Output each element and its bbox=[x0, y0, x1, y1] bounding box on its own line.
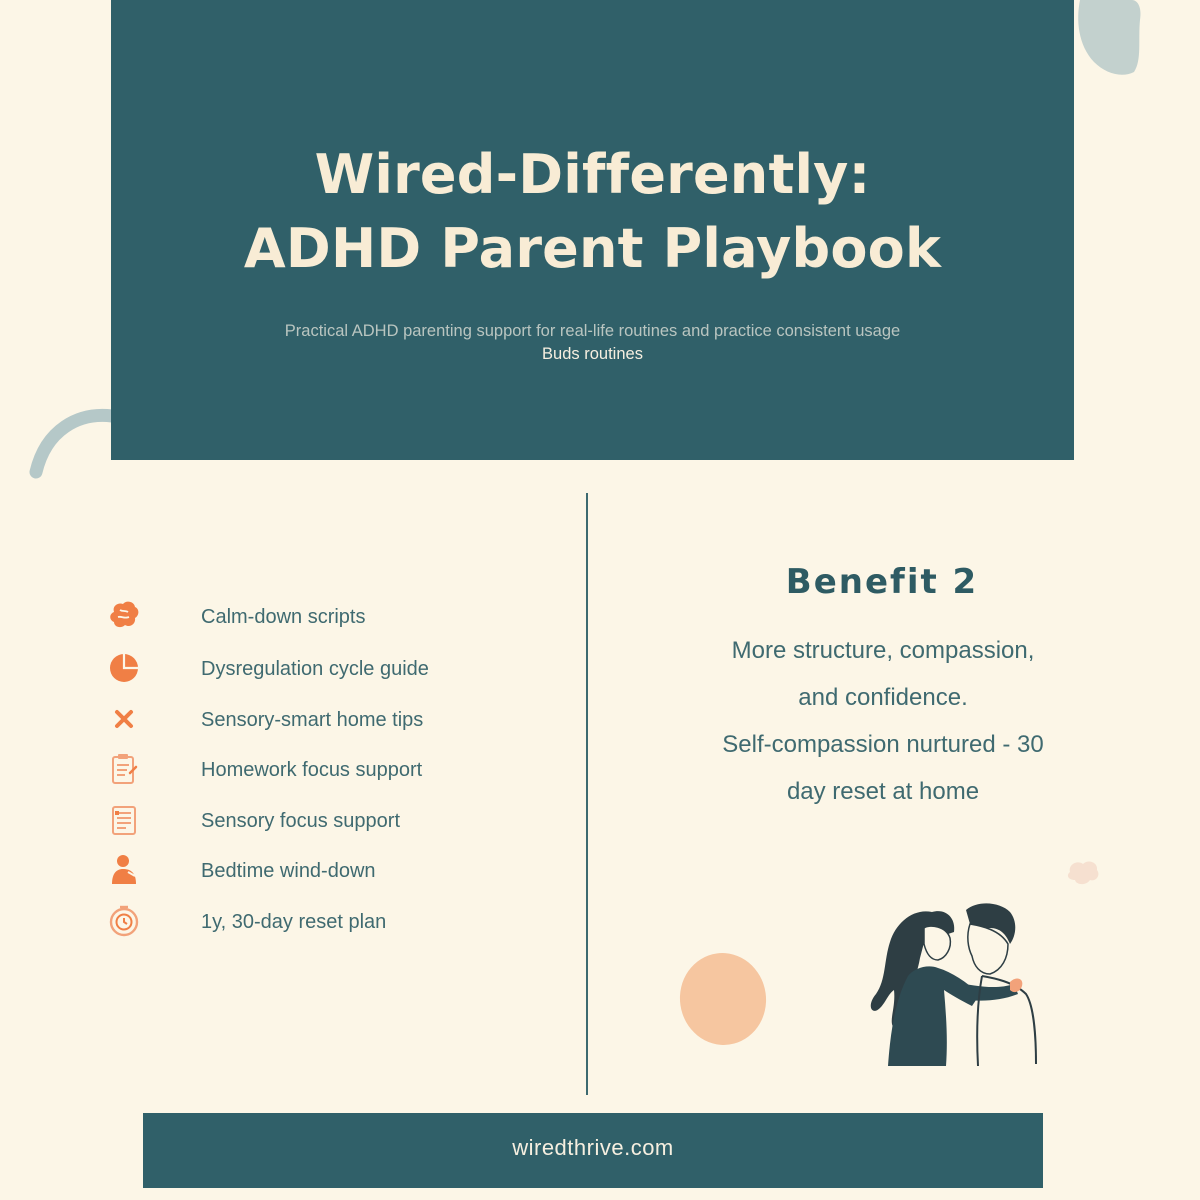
peach-blob-decoration bbox=[674, 947, 772, 1050]
footer-bar bbox=[143, 1113, 1043, 1188]
brush-stroke-decoration bbox=[1072, 0, 1142, 80]
cross-icon bbox=[106, 701, 142, 737]
benefit-description bbox=[640, 627, 1126, 815]
feature-item bbox=[100, 650, 560, 690]
parent-child-illustration bbox=[850, 898, 1050, 1070]
benefit-line: and confidence. bbox=[798, 684, 968, 711]
title-line-2: ADHD Parent Playbook bbox=[243, 217, 942, 280]
feature-label: Bedtime wind-down bbox=[201, 860, 376, 882]
title-line-1: Wired-Differently: bbox=[314, 143, 871, 206]
pie-chart-icon bbox=[106, 650, 142, 686]
benefit-line: Self-compassion nurtured - 30 bbox=[722, 731, 1044, 758]
feature-label: 1y, 30-day reset plan bbox=[201, 911, 387, 933]
clock-badge-icon bbox=[106, 903, 142, 939]
header-banner bbox=[111, 0, 1074, 460]
feature-item bbox=[100, 852, 560, 892]
feature-item bbox=[100, 903, 560, 943]
faint-brain-sketch-icon bbox=[1064, 858, 1102, 890]
feature-label: Sensory-smart home tips bbox=[201, 709, 424, 731]
person-icon bbox=[106, 852, 142, 888]
feature-label: Calm-down scripts bbox=[201, 606, 366, 628]
brain-icon bbox=[106, 598, 142, 634]
website-link[interactable]: wiredthrive.com bbox=[512, 1135, 674, 1160]
benefit-line: More structure, compassion, bbox=[731, 637, 1035, 664]
brush-arc-decoration bbox=[28, 408, 114, 480]
feature-label: Homework focus support bbox=[201, 759, 423, 781]
feature-item bbox=[100, 751, 560, 791]
feature-item bbox=[100, 598, 560, 638]
subtitle-line-2: Buds routines bbox=[542, 345, 643, 363]
feature-item bbox=[100, 701, 560, 741]
benefit-line: day reset at home bbox=[786, 778, 980, 805]
benefit-title: Benefit 2 bbox=[785, 562, 979, 602]
clipboard-icon bbox=[106, 751, 142, 787]
feature-label: Sensory focus support bbox=[201, 810, 400, 832]
subtitle: Practical ADHD parenting support for real-life routines and practice consistent usage bbox=[284, 322, 901, 340]
feature-label: Dysregulation cycle guide bbox=[201, 658, 429, 680]
document-list-icon bbox=[106, 802, 142, 838]
feature-item bbox=[100, 802, 560, 842]
page-title bbox=[111, 138, 1074, 286]
